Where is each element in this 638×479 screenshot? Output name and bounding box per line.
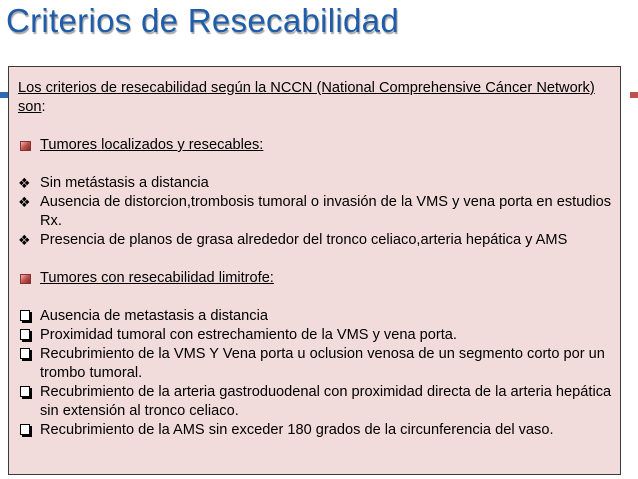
- list-item-text: Ausencia de metastasis a distancia: [40, 308, 268, 324]
- list-item-text: Recubrimiento de la AMS sin exceder 180 grados de la circunferencia del vaso.: [40, 422, 554, 438]
- section2-heading-text: Tumores con resecabilidad limitrofe:: [40, 270, 274, 286]
- list-item: [18, 174, 612, 193]
- list-item-text: Presencia de planos de grasa alrededor del tronco celiaco,arteria hepática y AMS: [40, 232, 568, 248]
- list-item: [18, 326, 612, 345]
- checkbox-icon: [20, 386, 30, 397]
- title-rule-left: [0, 92, 8, 98]
- list-item-text: Recubrimiento de la VMS Y Vena porta u oclusion venosa de un segmento corto por un trombo tumoral.: [40, 346, 605, 381]
- cube-icon: [20, 141, 31, 151]
- intro-underlined: Los criterios de resecabilidad según la NCCN (National Comprehensive Cáncer Network) son: [18, 80, 595, 115]
- intro-colon: :: [41, 99, 46, 115]
- list-item: [18, 307, 612, 326]
- cube-icon: [20, 274, 31, 284]
- checkbox-icon: [20, 310, 30, 321]
- section2-heading: [18, 269, 612, 288]
- list-item: [18, 383, 612, 421]
- list-item-text: Sin metástasis a distancia: [40, 175, 209, 191]
- list-item: [18, 193, 612, 231]
- title-rule-right: [630, 92, 638, 98]
- list-item-text: Proximidad tumoral con estrechamiento de la VMS y vena porta.: [40, 327, 457, 343]
- content-panel: [8, 66, 621, 475]
- intro-text: [18, 79, 612, 117]
- list-item: [18, 421, 612, 440]
- diamond-icon: ❖: [18, 194, 31, 210]
- diamond-icon: ❖: [18, 175, 31, 191]
- slide-title: Criterios de Resecabilidad: [6, 2, 399, 39]
- list-item-text: Ausencia de distorcion,trombosis tumoral o invasión de la VMS y vena porta en estudios Rx.: [40, 194, 612, 229]
- list-item: [18, 345, 612, 383]
- diamond-icon: ❖: [18, 232, 31, 248]
- checkbox-icon: [20, 424, 30, 435]
- section1-heading: [18, 136, 612, 155]
- list-item: [18, 231, 612, 250]
- list-item-text: Recubrimiento de la arteria gastroduodenal con proximidad directa de la arteria hepática sin extensión al tronco celiaco.: [40, 384, 612, 419]
- section1-heading-text: Tumores localizados y resecables:: [40, 137, 264, 153]
- checkbox-icon: [20, 348, 30, 359]
- checkbox-icon: [20, 329, 30, 340]
